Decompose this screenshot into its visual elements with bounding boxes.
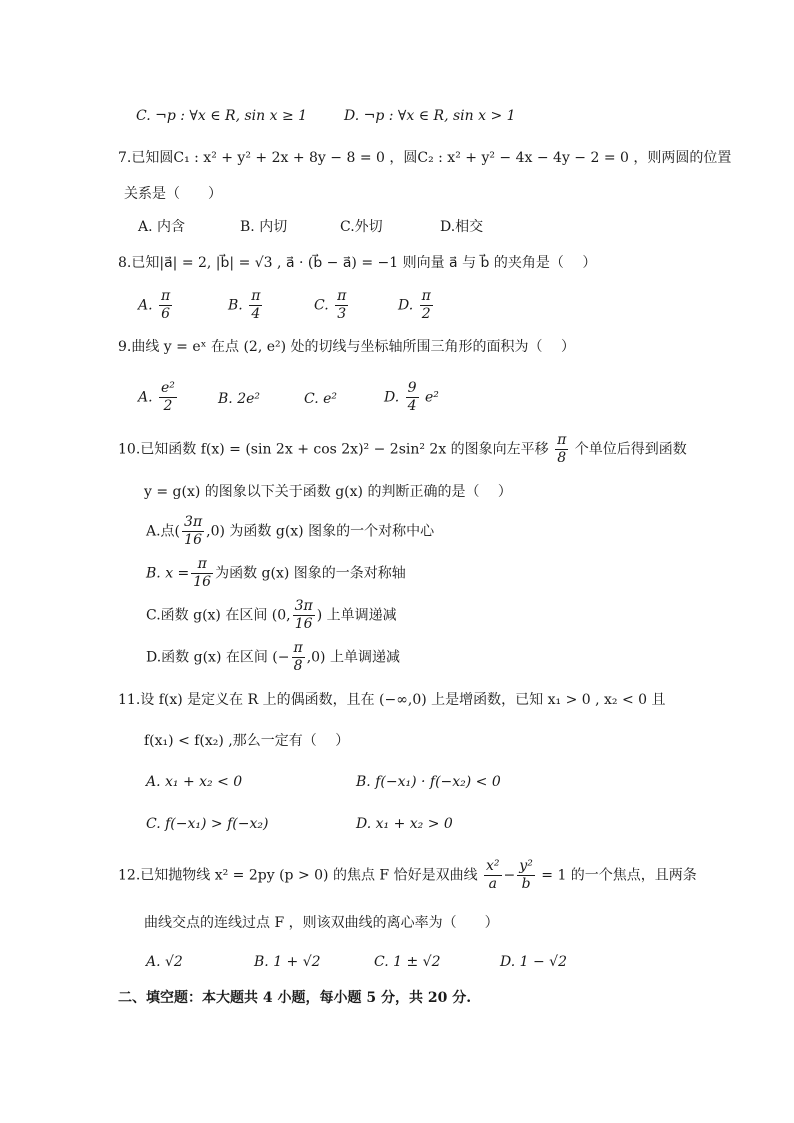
- q8-stem: 8.已知|a⃗| = 2, |b⃗| = √3 , a⃗ · (b⃗ − a⃗) = −1 则向量 a⃗ 与 b⃗ 的夹角是（ ）: [118, 255, 597, 271]
- q7-stem-line2: 关系是（ ）: [124, 186, 222, 202]
- q11-option-b: B. f(−x₁) · f(−x₂) < 0: [356, 774, 501, 790]
- q8-option-c: C. $\frac{\pi}{3}$: [314, 288, 347, 322]
- q10-option-b: B. x = $\frac{\pi}{16}$ 为函数 g(x) 图象的一条对称轴: [146, 556, 406, 590]
- q8-option-d: D. $\frac{\pi}{2}$: [398, 288, 431, 322]
- q7-option-d: D.相交: [440, 219, 484, 235]
- q9-option-a: A. $\frac{\text{e²}}{2}$: [138, 380, 175, 414]
- section-fill-in-title: 二、填空题：本大题共 4 小题，每小题 5 分，共 20 分.: [118, 990, 472, 1006]
- q10-option-a: A.点( $\frac{3\pi}{16}$ ,0) 为函数 g(x) 图象的一个对称中心: [146, 514, 435, 548]
- q9-option-c: C. e²: [304, 391, 338, 407]
- q7-option-a: A. 内含: [138, 219, 186, 235]
- q6-option-d: D. ¬p : ∀x ∈ R, sin x > 1: [344, 108, 516, 124]
- q7-stem-line1: 7.已知圆C₁ : x² + y² + 2x + 8y − 8 = 0 ，圆C₂ : x² + y² − 4x − 4y − 2 = 0 ，则两圆的位置: [118, 150, 732, 166]
- q6-option-c: C. ¬p : ∀x ∈ R, sin x ≥ 1: [136, 108, 308, 124]
- q9-option-d: D. $\frac{9}{4}$ e²: [384, 380, 439, 414]
- q9-stem: 9.曲线 y = eˣ 在点 (2, e²) 处的切线与坐标轴所围三角形的面积为（ ）: [118, 339, 575, 355]
- q10-stem-line2: y = g(x) 的图象以下关于函数 g(x) 的判断正确的是（ ）: [144, 484, 512, 500]
- q10-stem-line1: 10.已知函数 f(x) = (sin 2x + cos 2x)² − 2sin² 2x 的图象向左平移 $\frac{\pi}{8}$ 个单位后得到函数: [118, 432, 687, 466]
- q11-option-a: A. x₁ + x₂ < 0: [146, 774, 243, 790]
- q12-option-c: C. 1 ± √2: [374, 954, 441, 970]
- q12-stem-line1: 12.已知抛物线 x² = 2py (p > 0) 的焦点 F 恰好是双曲线 $\frac{\text{x²}}{a}$ − $\frac{\text{y²}}{b}$ = 1 的一个焦点，且两条: [118, 858, 697, 892]
- q10-option-c: C.函数 g(x) 在区间 (0, $\frac{3\pi}{16}$ ) 上单调递减: [146, 598, 397, 632]
- q11-option-c: C. f(−x₁) > f(−x₂): [146, 816, 269, 832]
- q12-option-a: A. √2: [146, 954, 183, 970]
- q11-stem-line2: f(x₁) < f(x₂) ,那么一定有（ ）: [144, 733, 350, 749]
- q10-option-d: D.函数 g(x) 在区间 (− $\frac{\pi}{8}$ ,0) 上单调递减: [146, 640, 400, 674]
- q11-option-d: D. x₁ + x₂ > 0: [356, 816, 453, 832]
- q12-stem-line2: 曲线交点的连线过点 F ，则该双曲线的离心率为（ ）: [144, 915, 499, 931]
- q9-option-b: B. 2e²: [218, 391, 260, 407]
- q12-option-b: B. 1 + √2: [254, 954, 321, 970]
- q7-option-b: B. 内切: [240, 219, 288, 235]
- q8-option-a: A. $\frac{\pi}{6}$: [138, 288, 171, 322]
- q11-stem-line1: 11.设 f(x) 是定义在 R 上的偶函数，且在 (−∞,0) 上是增函数，已知 x₁ > 0 , x₂ < 0 且: [118, 692, 666, 708]
- q12-option-d: D. 1 − √2: [500, 954, 567, 970]
- q7-option-c: C.外切: [340, 219, 383, 235]
- q8-option-b: B. $\frac{\pi}{4}$: [228, 288, 261, 322]
